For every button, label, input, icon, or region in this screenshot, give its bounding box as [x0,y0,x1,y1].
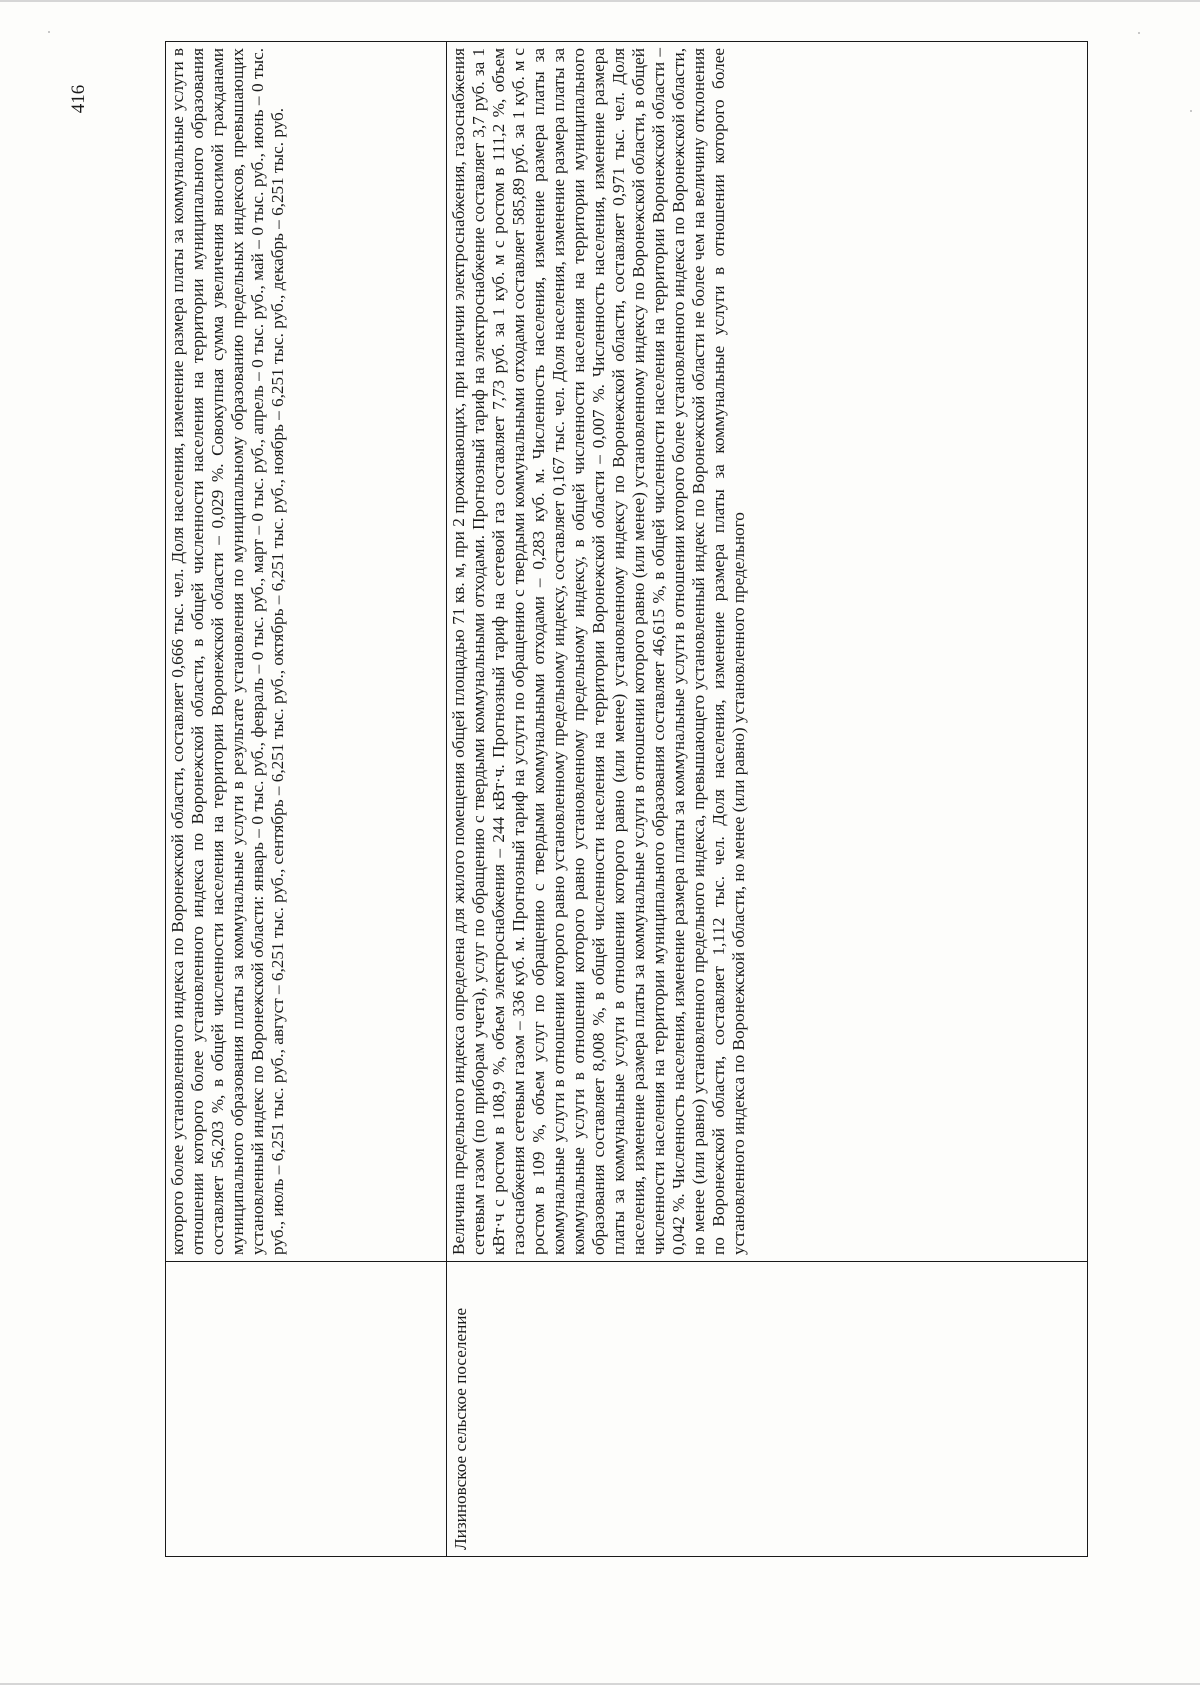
settlement-name-cell [166,1262,447,1557]
scan-speck [1138,32,1140,34]
scan-speck [1190,110,1192,112]
table-row [166,42,447,1557]
description-cell: Величина предельного индекса определена для жилого помещения общей площадью 71 кв. м, при 2 проживающих, при наличии электроснабжения, газоснабжения сетевым газом (по приборам учета), услуг по обращению с твердыми коммунальными отходами. Прогнозный тариф на электроснабжение составляет 3,7 руб. за 1 кВт·ч с ростом в 108,9 %, объем электроснабжения – 244 кВт·ч. Прогнозный тариф на сетевой газ составляет 7,73 руб. за 1 куб. м с ростом в 111,2 %, объем газоснабжения сетевым газом – 336 куб. м. Прогнозный тариф на услуги по обращению с твердыми коммунальными отходами составляет 585,89 руб. за 1 куб. м с ростом в 109 %, объем услуг по обращению с твердыми коммунальными отходами – 0,283 куб. м. Численность населения, изменение размера платы за коммунальные услуги в отношении которого равно установленному предельному индексу, составляет 0,167 тыс. чел. Доля населения, изменение размера платы за коммунальные услуги в отношении которого равно установленному предельному индексу, в общей численности населения на территории муниципального образования составляет 8,008 %, в общей численности населения на территории Воронежской области – 0,007 %. Численность населения, изменение размера платы за коммунальные услуги в отношении которого равно (или менее) установленному индексу по Воронежской области, составляет 0,971 тыс. чел. Доля населения, изменение размера платы за коммунальные услуги в отношении которого равно (или менее) установленному индексу по Воронежской области, в общей численности населения на территории муниципального образования составляет 46,615 %, в общей численности населения на территории Воронежской области – 0,042 %. Численность населения, изменение размера платы за коммунальные услуги в отношении которого более установленного индекса по Воронежской области, но менее (или равно) установленного предельного индекса, превышающего установленный индекс по Воронежской области не более чем на величину отклонения по Воронежской области, составляет 1,112 тыс. чел. Доля населения, изменение размера платы за коммунальные услуги в отношении которого более установленного индекса по Воронежской области, но менее (или равно) установленного предельного [447,42,1088,1262]
settlement-name-cell: Лизиновское сельское поселение [447,1262,1088,1557]
tariff-table [165,41,1088,1557]
scan-speck [48,31,50,33]
description-cell: которого более установленного индекса по Воронежской области, составляет 0,666 тыс. чел. Доля населения, изменение размера платы за коммунальные услуги в отношении которого более установленного индекса по Воронежской области, в общей численности населения на территории муниципального образования составляет 56,203 %, в общей численности населения на территории Воронежской области – 0,029 %. Совокупная сумма увеличения вносимой гражданами муниципального образования платы за коммунальные услуги в результате установления по муниципальному образованию предельных индексов, превышающих установленный индекс по Воронежской области: январь – 0 тыс. руб., февраль – 0 тыс. руб., март – 0 тыс. руб., апрель – 0 тыс. руб., май – 0 тыс. руб., июнь – 0 тыс. руб., июль – 6,251 тыс. руб., август – 6,251 тыс. руб., сентябрь – 6,251 тыс. руб., октябрь – 6,251 тыс. руб., ноябрь – 6,251 тыс. руб., декабрь – 6,251 тыс. руб. [166,42,447,1262]
page-number: 416 [68,84,89,114]
table-row [447,42,1088,1557]
scan-top-edge [0,0,1200,2]
rotated-table-container [165,41,1087,1557]
